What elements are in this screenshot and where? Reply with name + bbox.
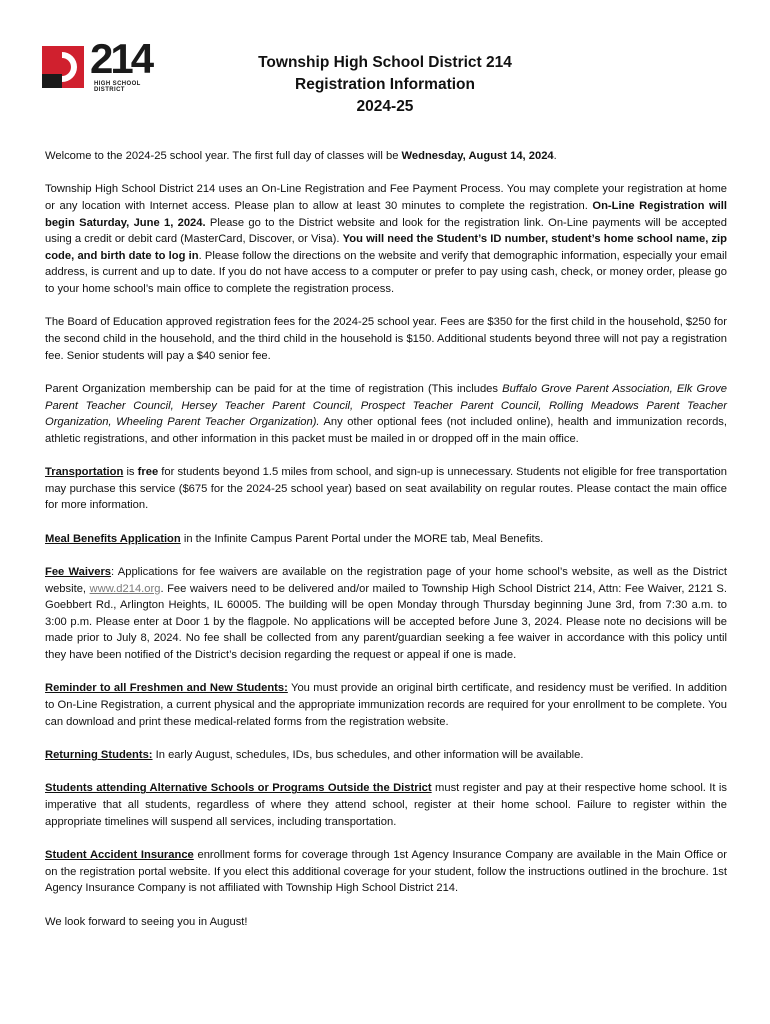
alternative-schools-heading: Students attending Alternative Schools or Programs Outside the District bbox=[45, 782, 432, 795]
returning-students-heading: Returning Students: bbox=[45, 749, 153, 761]
alternative-schools-paragraph: Students attending Alternative Schools or Programs Outside the District must register and pay at their respective home school. It is imperative that all students, regardless of where they attend school, register at their home school. Failure to register within the appropriate timelines will suspend all services, including transportation. bbox=[45, 782, 727, 828]
logo-subtitle: HIGH SCHOOL DISTRICT bbox=[94, 81, 141, 93]
registration-fees-paragraph: The Board of Education approved registration fees for the 2024-25 school year. Fees are $350 for the first child in the household, $250 for the second child in the household, and the third child in the household is $150. Additional students beyond three will not pay a registration fee. Senior students will pay a $40 senior fee. bbox=[45, 316, 727, 362]
meal-benefits-paragraph: Meal Benefits Application in the Infinite Campus Parent Portal under the MORE tab, Meal Benefits. bbox=[45, 532, 544, 545]
title-line-3: 2024-25 bbox=[356, 98, 414, 115]
freshmen-reminder-heading: Reminder to all Freshmen and New Students: bbox=[45, 682, 288, 695]
welcome-paragraph: Welcome to the 2024-25 school year. The first full day of classes will be Wednesday, August 14, 2024. bbox=[45, 150, 557, 162]
logo-number: 214 bbox=[90, 35, 152, 82]
returning-students-paragraph: Returning Students: In early August, schedules, IDs, bus schedules, and other information will be available. bbox=[45, 749, 584, 761]
title-line-1: Township High School District 214 bbox=[258, 54, 512, 71]
logo-mark-icon bbox=[42, 44, 90, 92]
closing-paragraph: We look forward to seeing you in August! bbox=[45, 915, 248, 928]
fee-waivers-paragraph: Fee Waivers: Applications for fee waivers are available on the registration page of your home school’s website, as well as the District website, www.d214.org. Fee waivers need to be delivered and/or mailed to Township High School District 214, Attn: Fee Waiver, 2121 S. Goebbert Rd., Arlington Heights, IL 60005. The building will be open Monday through Thursday beginning June 3rd, from 7:30 a.m. to 3:00 p.m. Please enter at Door 1 by the flagpole. No applications will be accepted before June 3, 2024. Please note no decisions will be made prior to July 8, 2024. No fee shall be collected from any parent/guardian seeking a fee waiver in accordance with this policy until they have been notified of the District’s decision regarding the request or appeal if one is made. bbox=[45, 566, 727, 662]
parent-organization-paragraph: Parent Organization membership can be paid for at the time of registration (This includes Buffalo Grove Parent Association, Elk Grove Parent Teacher Council, Hersey Teacher Parent Council, Prospect Teacher Parent Council, Rolling Meadows Parent Teacher Organization, Wheeling Parent Teacher Organization). Any other optional fees (not included online), health and immunization records, athletic registrations, and other information in this packet must be mailed in or dropped off in the main office. bbox=[45, 382, 727, 445]
transportation-paragraph: Transportation is free for students beyond 1.5 miles from school, and sign-up is unnecessary. Students not eligible for free transportation may purchase this service ($675 for the 2024-25 school year) based on seat availability on regular routes. Please contact the main office for more information. bbox=[45, 466, 728, 512]
district-website-link[interactable]: www.d214.org bbox=[89, 582, 161, 595]
freshmen-reminder-paragraph: Reminder to all Freshmen and New Students: You must provide an original birth certificate, and residency must be verified. In addition to On-Line Registration, a current physical and the appropriate immunization records are required for your enrollment to be complete. You can download and print these medical-related forms from the registration website. bbox=[45, 682, 727, 728]
online-registration-paragraph: Township High School District 214 uses an On-Line Registration and Fee Payment Process. You may complete your registration at home or any location with Internet access. Please plan to allow at least 30 minutes to complete the registration. On-Line Registration will begin Saturday, June 1, 2024. Please go to the District website and look for the registration link. On-Line payments will be accepted using a credit or debit card (MasterCard, Discover, or Visa). You will need the Student’s ID number, student’s home school name, zip code, and birth date to log in. Please follow the directions on the website and verify that demographic information, especially your email address, is current and up to date. If you do not have access to a computer or prefer to pay using cash, check, or money order, please go to your home school’s main office to complete the registration process. bbox=[45, 183, 728, 295]
page-title bbox=[180, 52, 590, 118]
document-body bbox=[45, 148, 727, 947]
accident-insurance-paragraph: Student Accident Insurance enrollment forms for coverage through 1st Agency Insurance Company are available in the Main Office or on the registration portal website. If you elect this additional coverage for your student, follow the instructions outlined in the brochure. 1st Agency Insurance Company is not affiliated with Township High School District 214. bbox=[45, 848, 727, 895]
accident-insurance-heading: Student Accident Insurance bbox=[45, 848, 194, 861]
district-logo bbox=[42, 35, 166, 93]
title-line-2: Registration Information bbox=[295, 76, 475, 93]
fee-waivers-heading: Fee Waivers bbox=[45, 566, 112, 579]
transportation-heading: Transportation bbox=[45, 466, 124, 479]
meal-benefits-heading: Meal Benefits Application bbox=[45, 532, 181, 545]
